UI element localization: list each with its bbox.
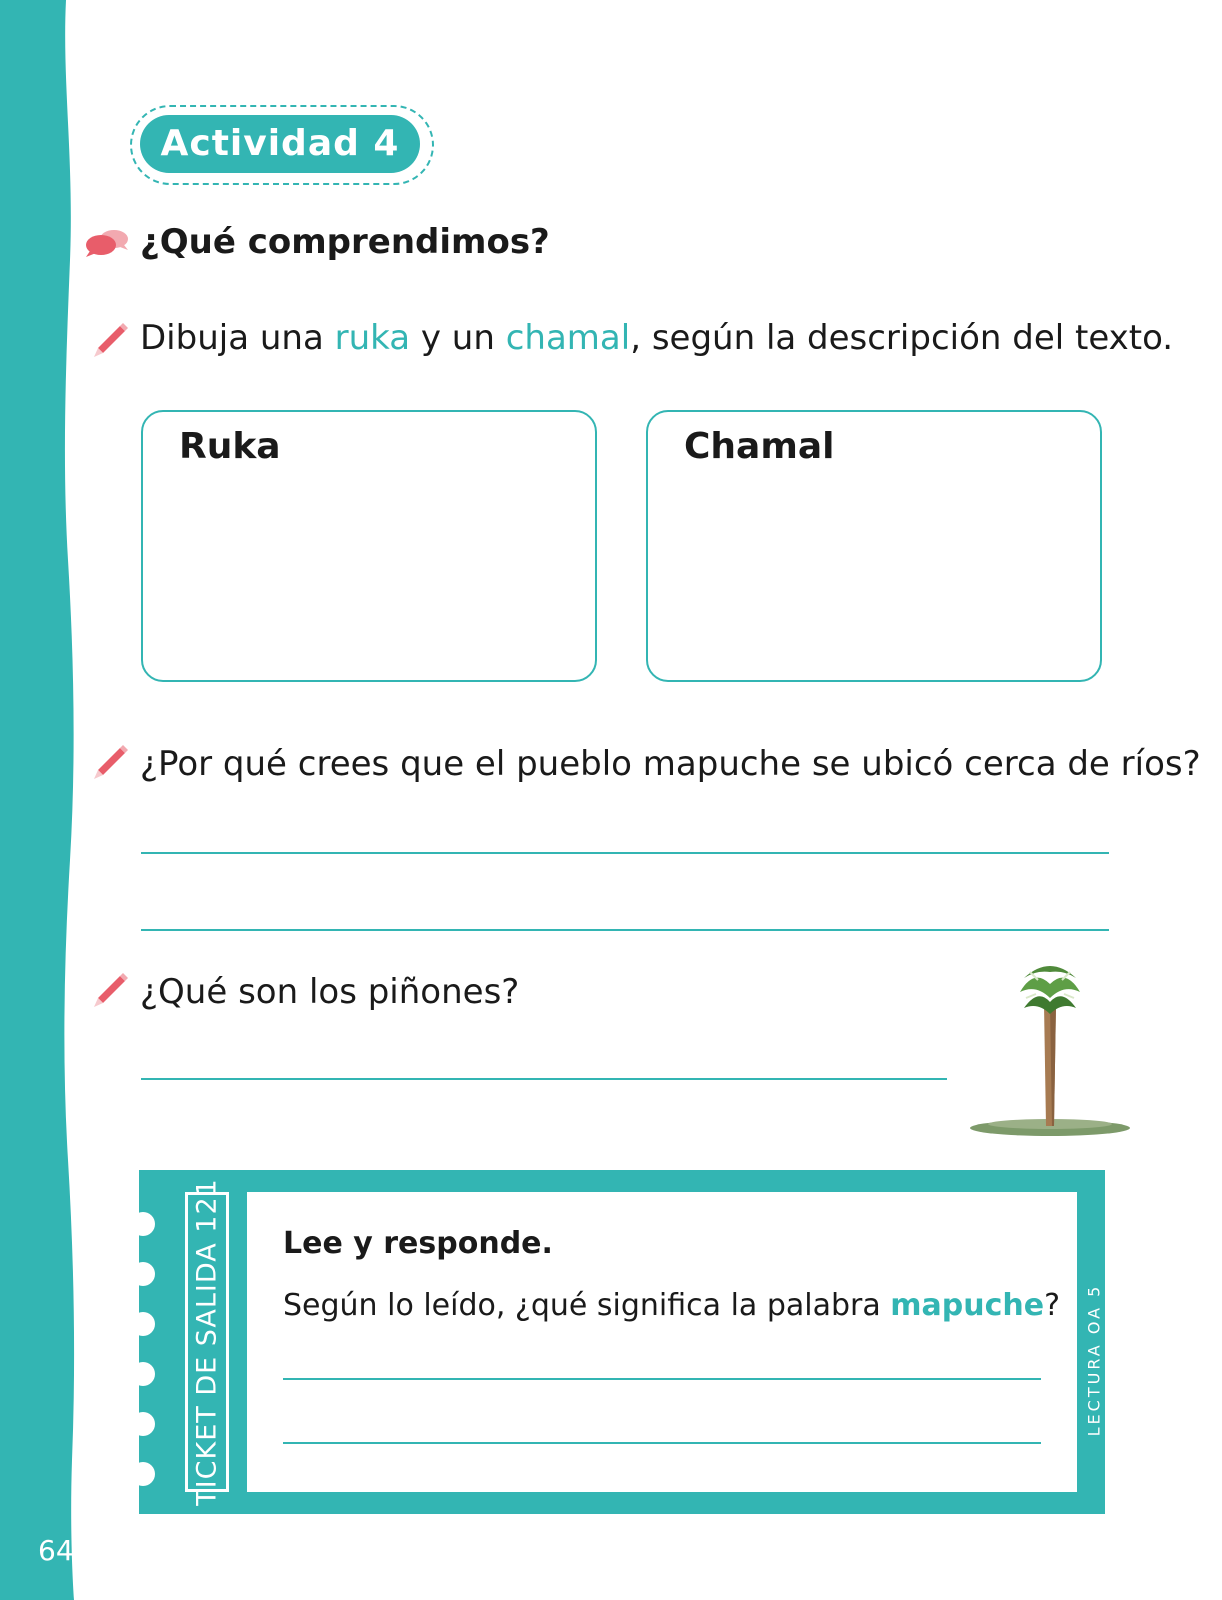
answer-line[interactable] — [141, 1078, 947, 1080]
question-rivers: ¿Por qué crees que el pueblo mapuche se ubicó cerca de ríos? — [140, 744, 1201, 784]
ticket-answer-line[interactable] — [283, 1378, 1041, 1380]
ticket-question-post: ? — [1044, 1288, 1061, 1323]
ticket-title: Lee y responde. — [283, 1226, 553, 1261]
ticket-notch — [131, 1462, 155, 1486]
q1-mid: y un — [410, 318, 506, 358]
lectura-label: LECTURA OA 5 — [1084, 1283, 1104, 1437]
q1-pre: Dibuja una — [140, 318, 335, 358]
keyword-chamal: chamal — [505, 318, 631, 358]
section-heading: ¿Qué comprendimos? — [140, 222, 550, 262]
ticket-strip — [185, 1178, 229, 1506]
box-label-ruka: Ruka — [179, 426, 281, 467]
answer-line[interactable] — [141, 929, 1109, 931]
ticket-side-label — [1084, 1285, 1104, 1435]
ticket-answer-line[interactable] — [283, 1442, 1041, 1444]
activity-label: Actividad 4 — [140, 115, 420, 173]
ticket-body — [247, 1192, 1077, 1492]
araucaria-tree-icon — [964, 958, 1134, 1140]
activity-badge — [130, 105, 436, 187]
ticket-notch — [131, 1412, 155, 1436]
page-number: 64 — [38, 1534, 74, 1567]
pencil-icon — [90, 968, 130, 1008]
drawing-box-chamal[interactable] — [646, 410, 1102, 682]
ticket-notch — [131, 1362, 155, 1386]
ticket-notch — [131, 1312, 155, 1336]
question-pinones: ¿Qué son los piñones? — [140, 972, 520, 1012]
box-label-chamal: Chamal — [684, 426, 835, 467]
ticket-question — [283, 1288, 1060, 1323]
keyword-mapuche: mapuche — [890, 1288, 1045, 1323]
answer-line[interactable] — [141, 852, 1109, 854]
q1-post: , según la descripción del texto. — [630, 318, 1174, 358]
ticket-notch — [131, 1262, 155, 1286]
pencil-icon — [90, 318, 130, 358]
ticket-notch — [131, 1212, 155, 1236]
pencil-icon — [90, 740, 130, 780]
question-draw — [140, 318, 1173, 358]
drawing-box-ruka[interactable] — [141, 410, 597, 682]
ticket-question-pre: Según lo leído, ¿qué significa la palabra — [283, 1288, 891, 1323]
exit-ticket — [139, 1170, 1105, 1514]
speech-bubbles-icon — [84, 228, 130, 258]
side-band — [0, 0, 80, 1600]
ticket-strip-label: TICKET DE SALIDA 121 — [191, 1178, 223, 1506]
keyword-ruka: ruka — [334, 318, 411, 358]
